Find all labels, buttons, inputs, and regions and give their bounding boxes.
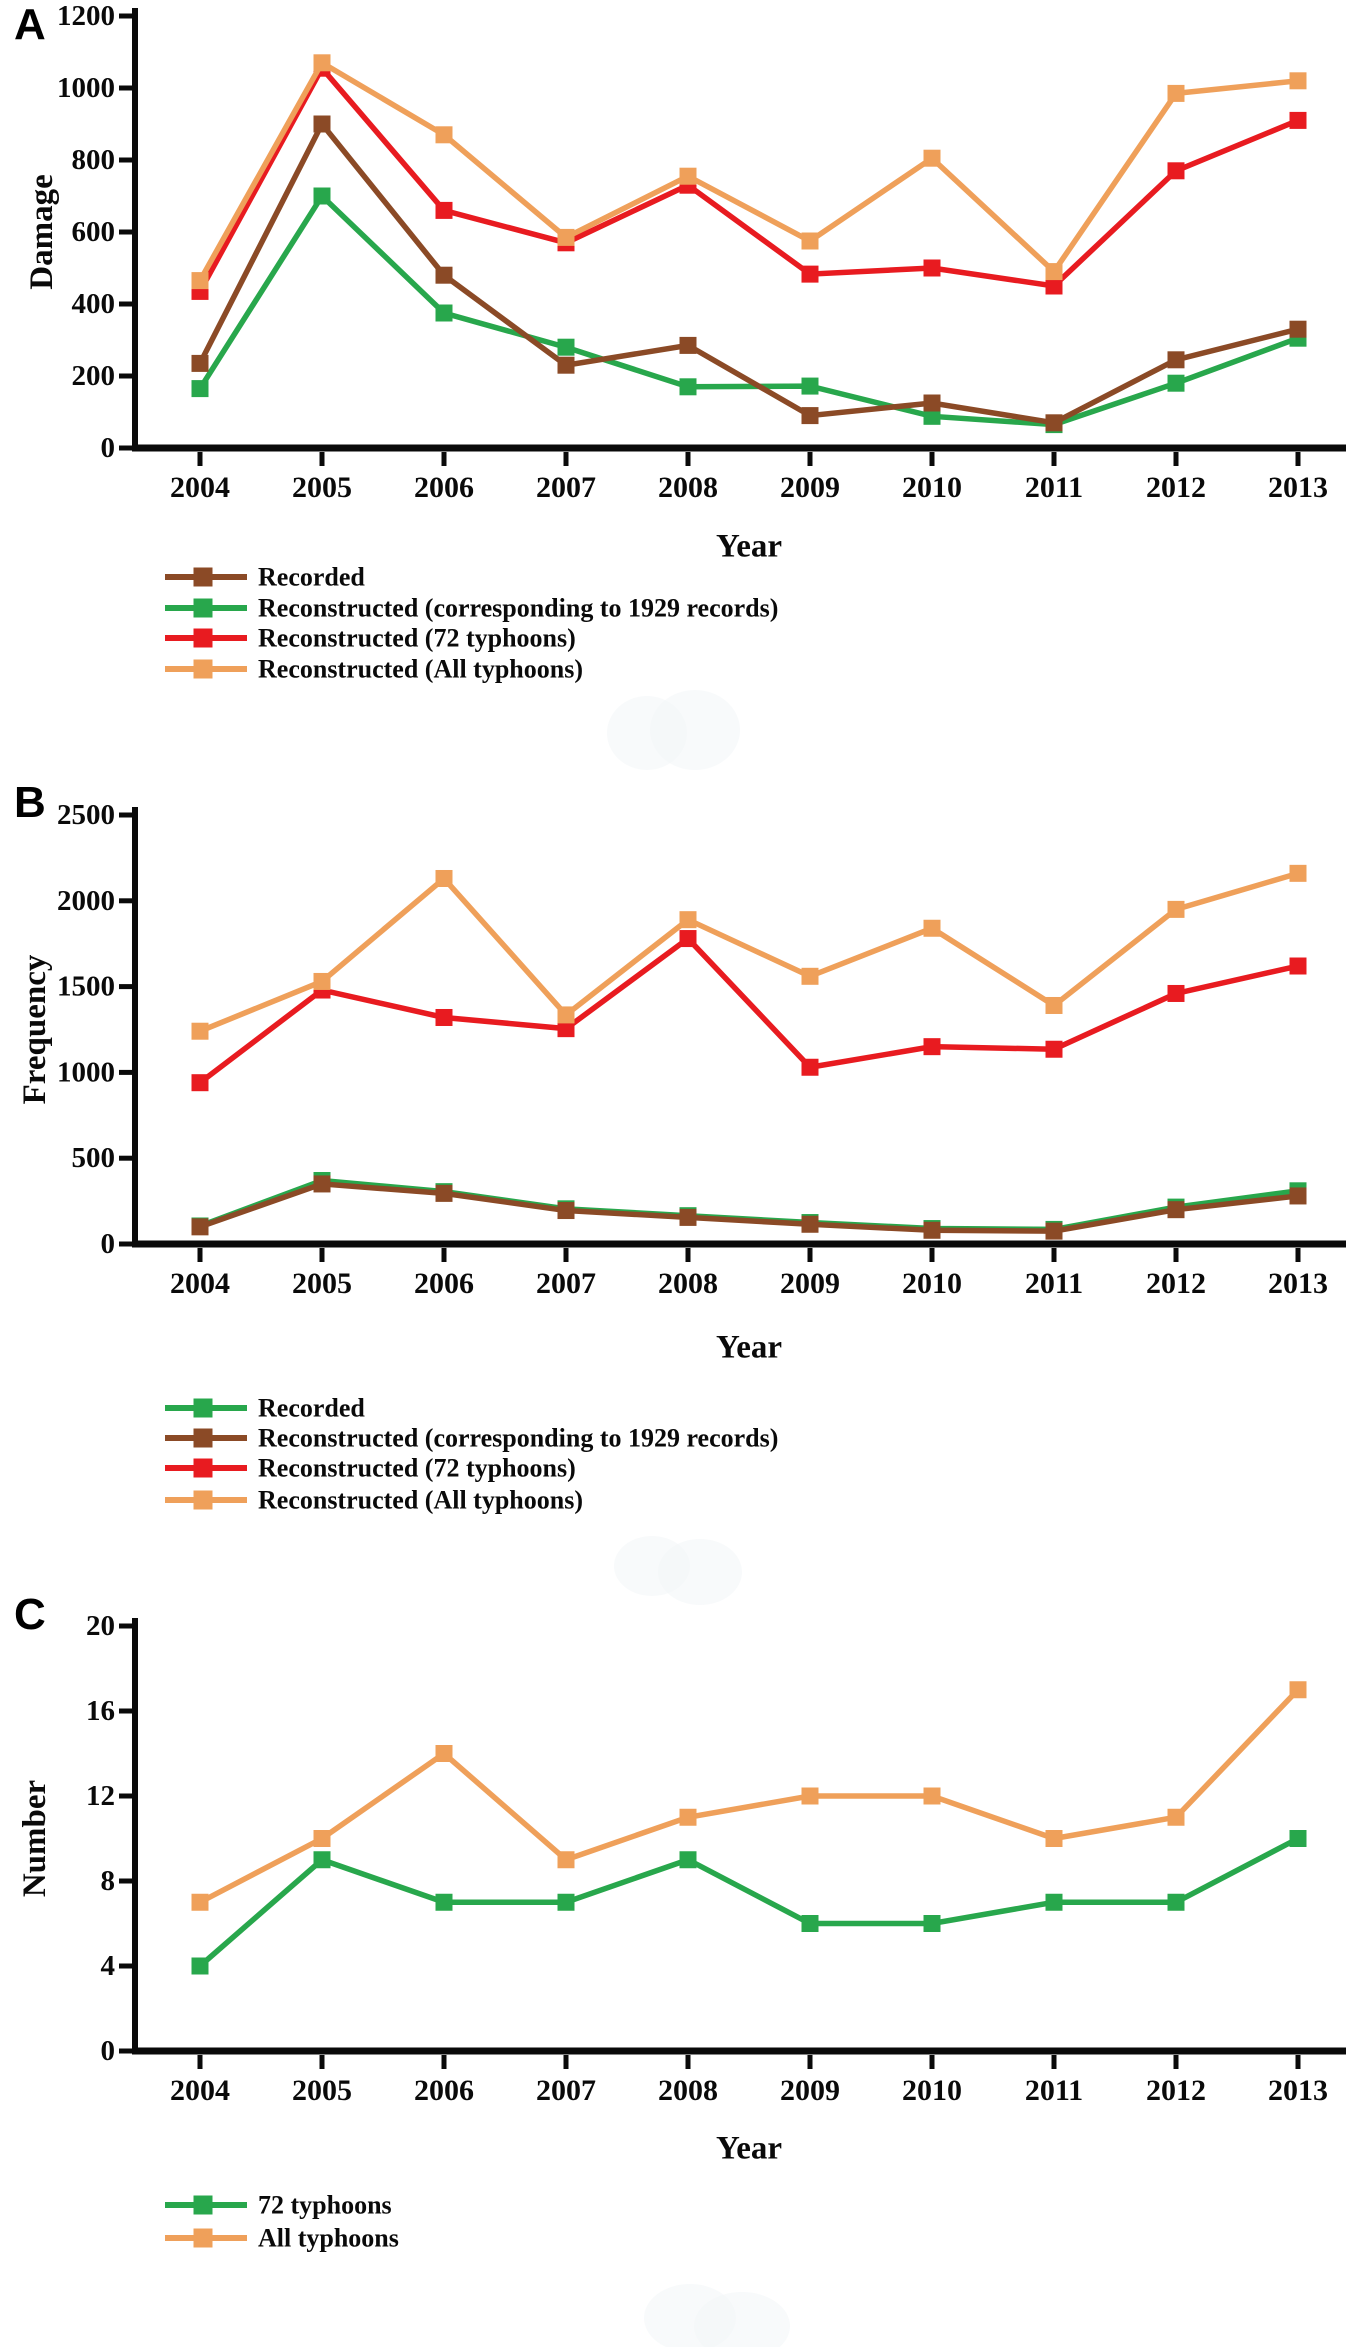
series-marker <box>1290 72 1307 89</box>
series-marker <box>924 1038 941 1055</box>
series-marker <box>680 1851 697 1868</box>
series-C-0 <box>192 1830 1307 1975</box>
series-marker <box>924 1222 941 1239</box>
series-B-2 <box>192 930 1307 1091</box>
series-B-0 <box>192 1172 1307 1238</box>
series-marker <box>314 1830 331 1847</box>
x-tick-label: 2008 <box>658 1266 718 1300</box>
series-marker <box>192 1023 209 1040</box>
series-marker <box>1046 263 1063 280</box>
x-tick-label: 2010 <box>902 470 962 504</box>
y-tick-label: 2500 <box>57 799 115 831</box>
series-A-1 <box>192 188 1307 434</box>
series-marker <box>802 1788 819 1805</box>
series-marker <box>314 116 331 133</box>
x-tick-label: 2010 <box>902 1266 962 1300</box>
x-tick-label: 2012 <box>1146 2073 1206 2107</box>
x-tick-label: 2010 <box>902 2073 962 2107</box>
legend-item <box>165 1424 778 1453</box>
legend-label: Reconstructed (72 typhoons) <box>258 1453 576 1483</box>
legend-marker-swatch <box>194 599 213 618</box>
legend-label: Reconstructed (All typhoons) <box>258 1485 583 1515</box>
series-line <box>200 873 1298 1031</box>
series-marker <box>558 357 575 374</box>
series-marker <box>558 1006 575 1023</box>
y-tick-label: 600 <box>71 216 115 248</box>
x-tick-label: 2004 <box>170 1266 230 1300</box>
legend-C <box>165 2191 399 2253</box>
legend-label: Reconstructed (corresponding to 1929 records) <box>258 593 779 623</box>
x-tick-label: 2009 <box>780 1266 840 1300</box>
series-marker <box>436 1745 453 1762</box>
panel-label-A: A <box>14 0 46 50</box>
panel-A <box>14 0 1346 684</box>
series-marker <box>1290 112 1307 129</box>
series-marker <box>314 1851 331 1868</box>
y-tick-label: 0 <box>100 432 115 464</box>
series-marker <box>924 395 941 412</box>
series-C-1 <box>192 1681 1307 1911</box>
x-axis-title-B: Year <box>716 1329 782 1366</box>
legend-item <box>165 1486 583 1515</box>
x-tick-label: 2011 <box>1024 1266 1084 1300</box>
x-tick-label: 2008 <box>658 470 718 504</box>
series-line <box>200 1690 1298 1903</box>
panel-label-C: C <box>14 1590 46 1640</box>
series-marker <box>558 1851 575 1868</box>
series-marker <box>1168 85 1185 102</box>
series-marker <box>924 260 941 277</box>
legend-marker-swatch <box>194 1399 213 1418</box>
series-marker <box>802 266 819 283</box>
x-tick-label: 2007 <box>536 470 596 504</box>
legend-item <box>165 2224 399 2253</box>
series-marker <box>924 1788 941 1805</box>
legend-item <box>165 563 365 592</box>
y-axis-title-C: Number <box>17 1779 53 1898</box>
y-tick-label: 0 <box>100 2035 115 2067</box>
x-tick-label: 2012 <box>1146 1266 1206 1300</box>
legend-item <box>165 655 583 684</box>
panel-B <box>14 778 1346 1514</box>
series-marker <box>192 380 209 397</box>
legend-marker-swatch <box>194 660 213 679</box>
x-tick-label: 2013 <box>1268 2073 1328 2107</box>
series-B-1 <box>192 1175 1307 1239</box>
x-tick-label: 2013 <box>1268 1266 1328 1300</box>
series-marker <box>436 870 453 887</box>
legend-marker-swatch <box>194 1459 213 1478</box>
series-marker <box>1168 351 1185 368</box>
series-marker <box>1290 865 1307 882</box>
series-marker <box>924 150 941 167</box>
legend-marker-swatch <box>194 1429 213 1448</box>
legend-marker-swatch <box>194 2229 213 2248</box>
x-axis-title-A: Year <box>716 528 782 565</box>
series-marker <box>314 973 331 990</box>
x-tick-label: 2012 <box>1146 470 1206 504</box>
series-marker <box>436 1009 453 1026</box>
scan-artifact-blob <box>658 1539 742 1605</box>
legend-label: Recorded <box>258 562 365 592</box>
series-marker <box>558 1202 575 1219</box>
series-marker <box>680 930 697 947</box>
series-B-3 <box>192 865 1307 1040</box>
x-tick-label: 2005 <box>292 1266 352 1300</box>
y-tick-label: 1000 <box>57 1056 115 1089</box>
series-marker <box>924 920 941 937</box>
series-marker <box>802 233 819 250</box>
series-marker <box>192 1218 209 1235</box>
series-marker <box>924 1915 941 1932</box>
series-marker <box>680 378 697 395</box>
series-line <box>200 939 1298 1083</box>
x-tick-label: 2009 <box>780 470 840 504</box>
series-marker <box>558 229 575 246</box>
y-tick-label: 800 <box>71 144 115 176</box>
series-marker <box>436 202 453 219</box>
y-tick-label: 1000 <box>57 72 115 104</box>
series-marker <box>680 1809 697 1826</box>
y-tick-label: 8 <box>100 1865 115 1897</box>
series-marker <box>1290 1681 1307 1698</box>
series-marker <box>436 267 453 284</box>
series-marker <box>680 1209 697 1226</box>
panel-label-B: B <box>14 778 46 828</box>
y-axis-title-B: Frequency <box>17 954 53 1105</box>
series-line <box>200 1839 1298 1967</box>
scan-artifact-blob <box>650 690 740 770</box>
y-tick-label: 4 <box>100 1950 115 1982</box>
series-marker <box>802 1059 819 1076</box>
series-marker <box>1046 414 1063 431</box>
series-marker <box>1046 1223 1063 1240</box>
y-tick-label: 500 <box>71 1142 115 1175</box>
x-tick-label: 2004 <box>170 470 230 504</box>
series-line <box>200 124 1298 423</box>
series-marker <box>1168 375 1185 392</box>
y-tick-label: 400 <box>71 288 115 320</box>
legend-label: Reconstructed (All typhoons) <box>258 654 583 684</box>
legend-item <box>165 624 576 653</box>
series-marker <box>1168 901 1185 918</box>
series-line <box>200 63 1298 281</box>
series-marker <box>192 272 209 289</box>
legend-label: Reconstructed (corresponding to 1929 records) <box>258 1423 779 1453</box>
series-marker <box>436 305 453 322</box>
legend-item <box>165 2191 392 2220</box>
series-marker <box>1168 985 1185 1002</box>
legend-label: All typhoons <box>258 2223 399 2253</box>
y-tick-label: 2000 <box>57 884 115 917</box>
x-tick-label: 2005 <box>292 2073 352 2107</box>
series-marker <box>802 968 819 985</box>
x-tick-label: 2005 <box>292 470 352 504</box>
x-tick-label: 2004 <box>170 2073 230 2107</box>
x-tick-label: 2011 <box>1024 2073 1084 2107</box>
x-tick-label: 2006 <box>414 470 474 504</box>
legend-marker-swatch <box>194 568 213 587</box>
series-marker <box>558 339 575 356</box>
series-marker <box>558 1894 575 1911</box>
series-marker <box>1290 321 1307 338</box>
series-marker <box>192 1894 209 1911</box>
y-tick-label: 16 <box>86 1695 115 1727</box>
x-tick-label: 2007 <box>536 2073 596 2107</box>
series-marker <box>802 407 819 424</box>
legend-label: Reconstructed (72 typhoons) <box>258 623 576 653</box>
series-marker <box>802 378 819 395</box>
series-marker <box>1168 1201 1185 1218</box>
series-marker <box>802 1216 819 1233</box>
legend-item <box>165 1454 576 1483</box>
panel-C <box>14 1590 1346 2252</box>
series-marker <box>802 1915 819 1932</box>
series-marker <box>680 911 697 928</box>
series-marker <box>436 1894 453 1911</box>
series-marker <box>680 337 697 354</box>
legend-item <box>165 594 778 623</box>
legend-label: 72 typhoons <box>258 2190 392 2220</box>
legend-label: Recorded <box>258 1393 365 1423</box>
x-tick-label: 2006 <box>414 1266 474 1300</box>
series-marker <box>1046 1894 1063 1911</box>
series-marker <box>1046 1830 1063 1847</box>
legend-B <box>165 1394 778 1515</box>
series-marker <box>1168 1894 1185 1911</box>
series-marker <box>192 1958 209 1975</box>
series-marker <box>436 126 453 143</box>
series-marker <box>314 54 331 71</box>
series-marker <box>436 1185 453 1202</box>
y-tick-label: 1500 <box>57 970 115 1003</box>
legend-marker-swatch <box>194 629 213 648</box>
y-tick-label: 12 <box>86 1780 115 1812</box>
series-marker <box>314 188 331 205</box>
series-marker <box>1046 997 1063 1014</box>
legend-marker-swatch <box>194 1491 213 1510</box>
series-A-2 <box>192 60 1307 300</box>
x-tick-label: 2008 <box>658 2073 718 2107</box>
y-tick-label: 20 <box>86 1610 115 1642</box>
x-axis-title-C: Year <box>716 2130 782 2167</box>
y-tick-label: 1200 <box>57 0 115 32</box>
y-axis-title-A: Damage <box>24 174 60 290</box>
series-marker <box>1290 1830 1307 1847</box>
series-line <box>200 1184 1298 1231</box>
series-marker <box>314 1175 331 1192</box>
x-tick-label: 2011 <box>1024 470 1084 504</box>
legend-marker-swatch <box>194 2196 213 2215</box>
x-tick-label: 2009 <box>780 2073 840 2107</box>
x-tick-label: 2013 <box>1268 470 1328 504</box>
series-marker <box>192 355 209 372</box>
series-marker <box>1046 1041 1063 1058</box>
series-marker <box>680 168 697 185</box>
x-tick-label: 2006 <box>414 2073 474 2107</box>
legend-A <box>165 563 778 684</box>
y-tick-label: 0 <box>100 1228 115 1260</box>
series-marker <box>1290 1187 1307 1204</box>
y-tick-label: 200 <box>71 360 115 392</box>
legend-item <box>165 1394 365 1423</box>
x-tick-label: 2007 <box>536 1266 596 1300</box>
series-marker <box>1168 1809 1185 1826</box>
series-marker <box>192 1074 209 1091</box>
series-marker <box>1168 162 1185 179</box>
series-marker <box>1290 958 1307 975</box>
